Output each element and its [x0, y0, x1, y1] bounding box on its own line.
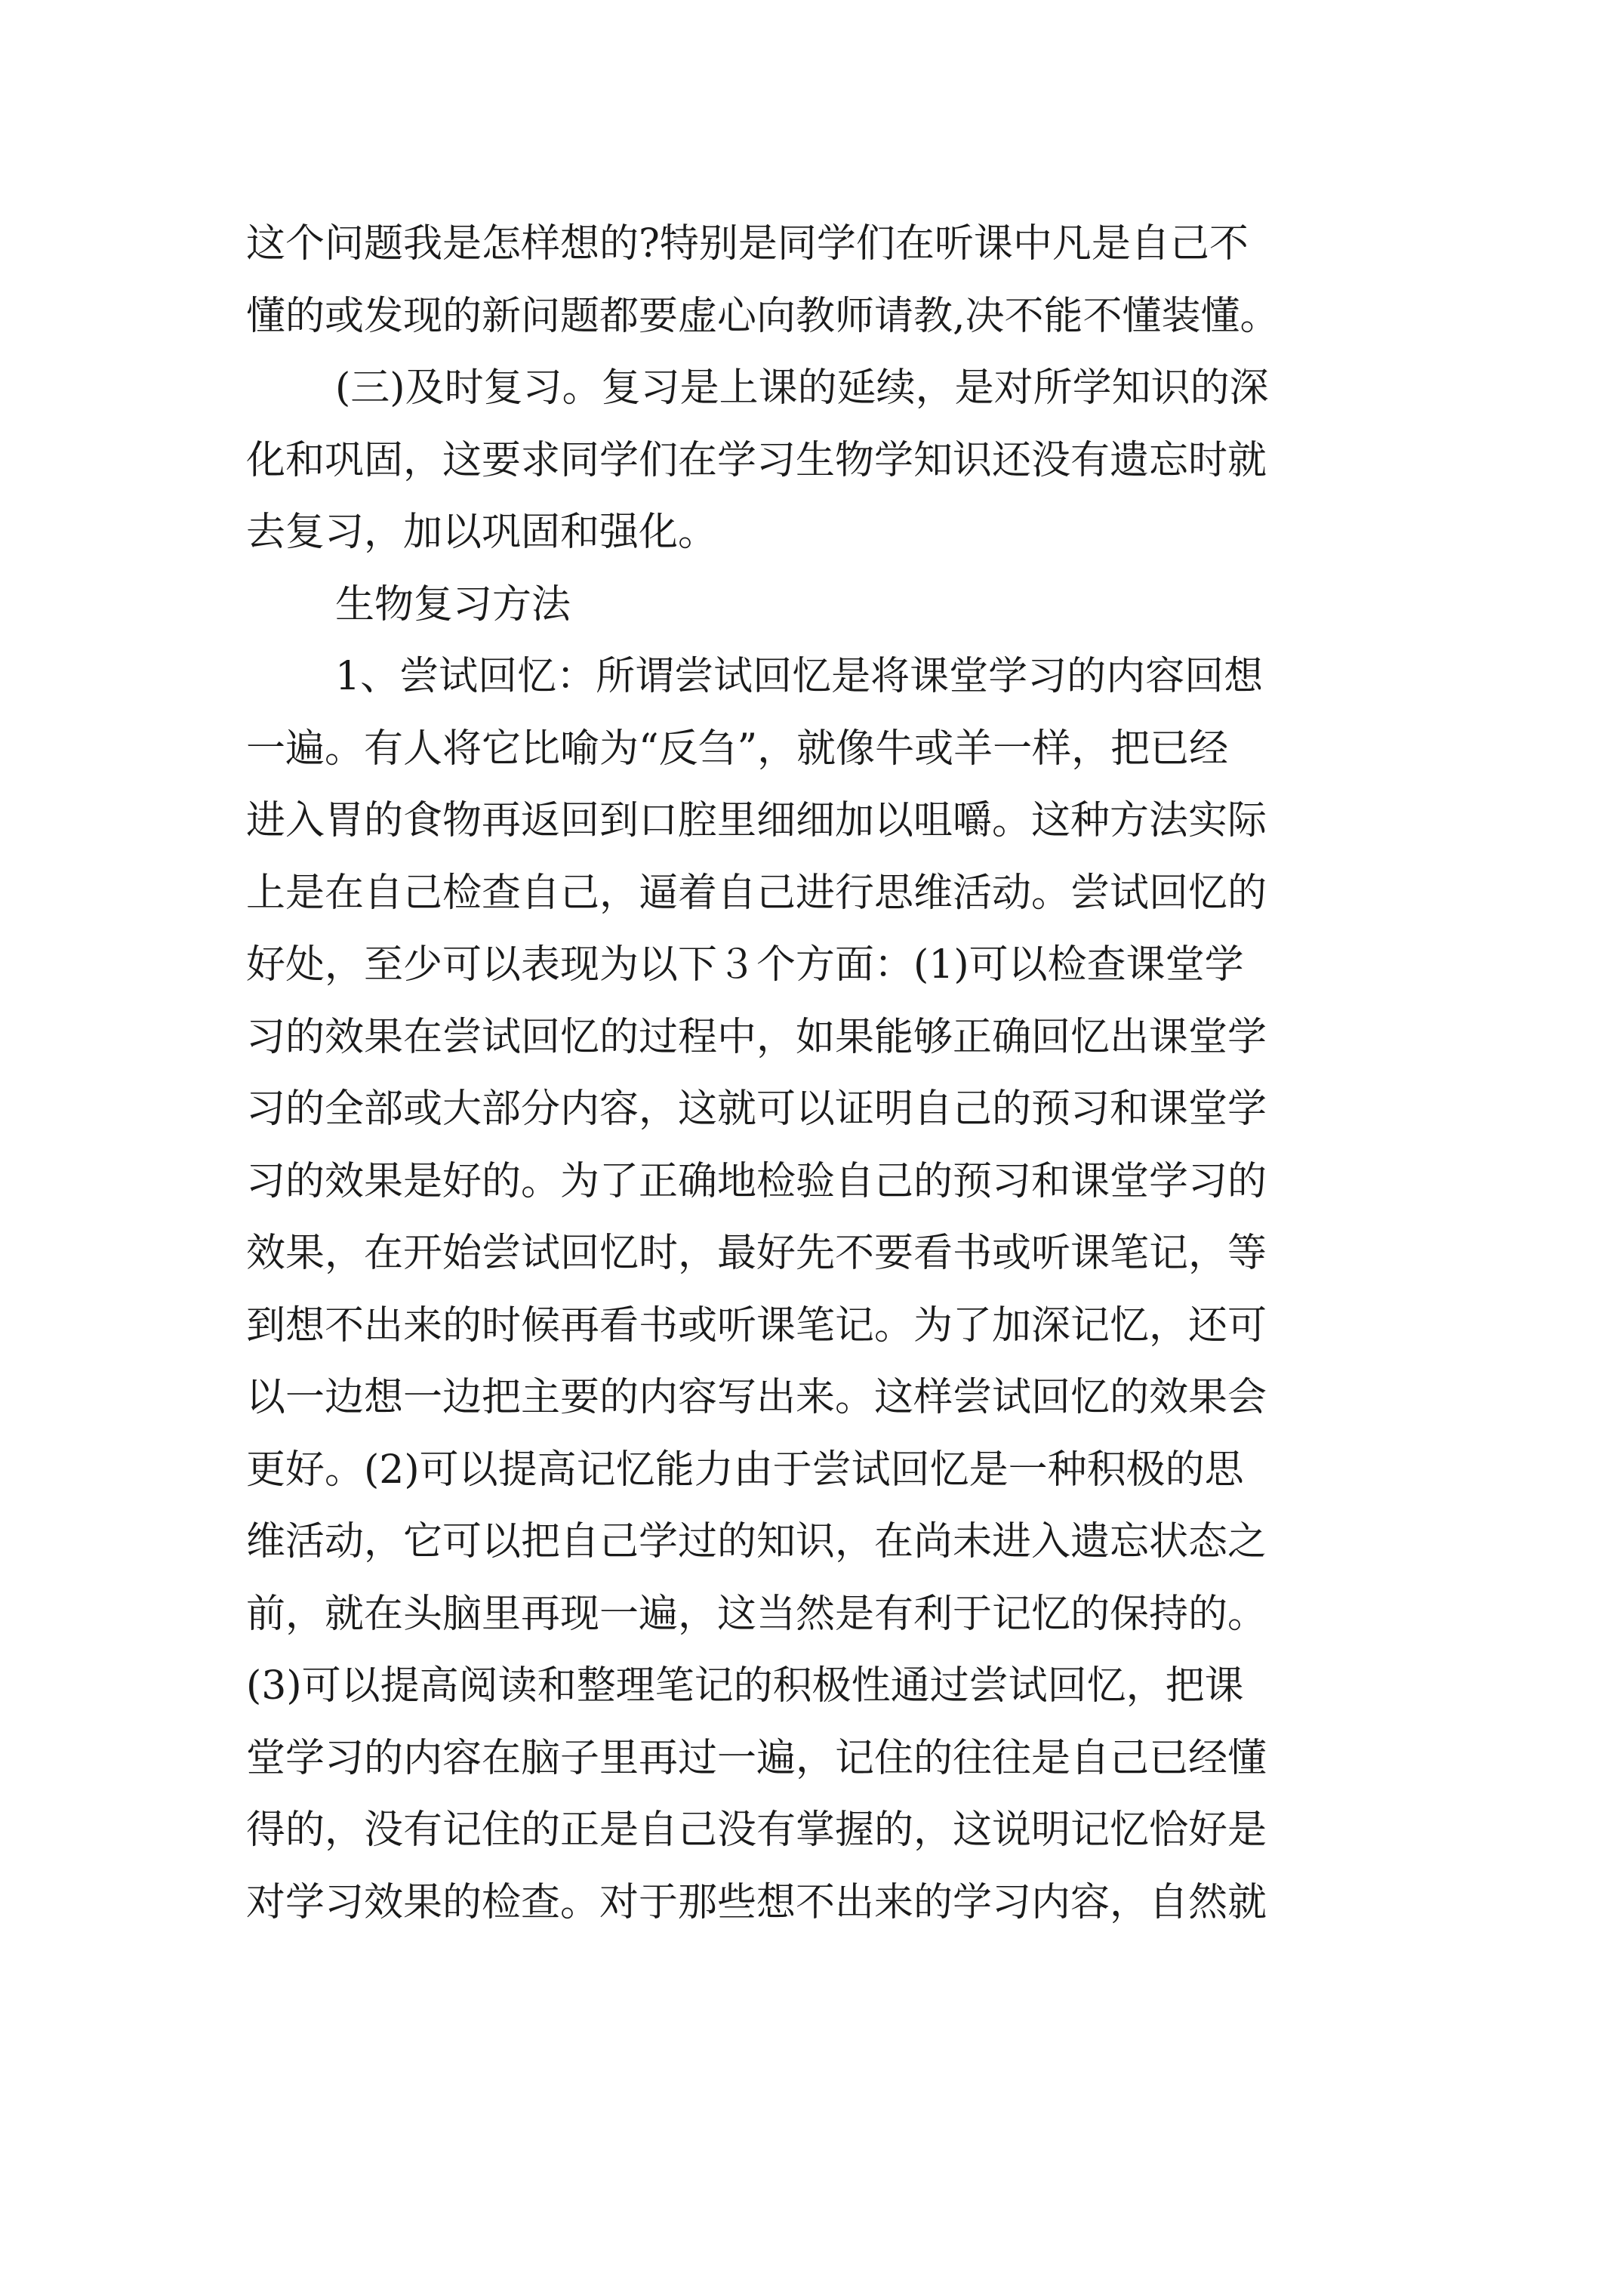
text-line: 更好。(2)可以提高记忆能力由于尝试回忆是一种积极的思: [246, 1447, 1244, 1493]
text-line: 懂的或发现的新问题都要虚心向教师请教,决不能不懂装懂。: [246, 293, 1280, 339]
text-line: 习的效果在尝试回忆的过程中，如果能够正确回忆出课堂学: [246, 1014, 1267, 1060]
text-line: 进入胃的食物再返回到口腔里细细加以咀嚼。这种方法实际: [246, 798, 1267, 843]
text-line: 1、尝试回忆：所谓尝试回忆是将课堂学习的内容回想: [335, 654, 1264, 699]
text-line: 去复习，加以巩固和强化。: [246, 510, 718, 555]
text-line: 好处，至少可以表现为以下３个方面：(1)可以检查课堂学: [246, 942, 1244, 988]
text-line: 这个问题我是怎样想的?特别是同学们在听课中凡是自己不: [246, 221, 1249, 267]
text-line: 效果，在开始尝试回忆时，最好先不要看书或听课笔记，等: [246, 1231, 1267, 1276]
text-line: (三)及时复习。复习是上课的延续，是对所学知识的深: [335, 365, 1269, 411]
body-text: [246, 208, 1394, 1939]
text-line: 以一边想一边把主要的内容写出来。这样尝试回忆的效果会: [246, 1375, 1267, 1420]
text-line: 一遍。有人将它比喻为“反刍”，就像牛或羊一样，把已经: [246, 726, 1229, 772]
text-line: 上是在自己检查自己，逼着自己进行思维活动。尝试回忆的: [246, 870, 1267, 916]
text-line: (3)可以提高阅读和整理笔记的积极性通过尝试回忆，把课: [246, 1663, 1244, 1709]
section-heading: 生物复习方法: [335, 581, 571, 627]
text-line: 得的，没有记住的正是自己没有掌握的，这说明记忆恰好是: [246, 1808, 1267, 1853]
text-line: 对学习效果的检查。对于那些想不出来的学习内容，自然就: [246, 1879, 1267, 1925]
text-line: 习的全部或大部分内容，这就可以证明自己的预习和课堂学: [246, 1086, 1267, 1132]
text-line: 堂学习的内容在脑子里再过一遍，记住的往往是自己已经懂: [246, 1735, 1267, 1781]
text-line: 前，就在头脑里再现一遍，这当然是有利于记忆的保持的。: [246, 1591, 1267, 1637]
text-line: 化和巩固，这要求同学们在学习生物学知识还没有遗忘时就: [246, 437, 1267, 483]
text-line: 维活动，它可以把自己学过的知识，在尚未进入遗忘状态之: [246, 1519, 1267, 1564]
text-line: 习的效果是好的。为了正确地检验自己的预习和课堂学习的: [246, 1158, 1267, 1204]
text-line: 到想不出来的时候再看书或听课笔记。为了加深记忆，还可: [246, 1302, 1267, 1348]
